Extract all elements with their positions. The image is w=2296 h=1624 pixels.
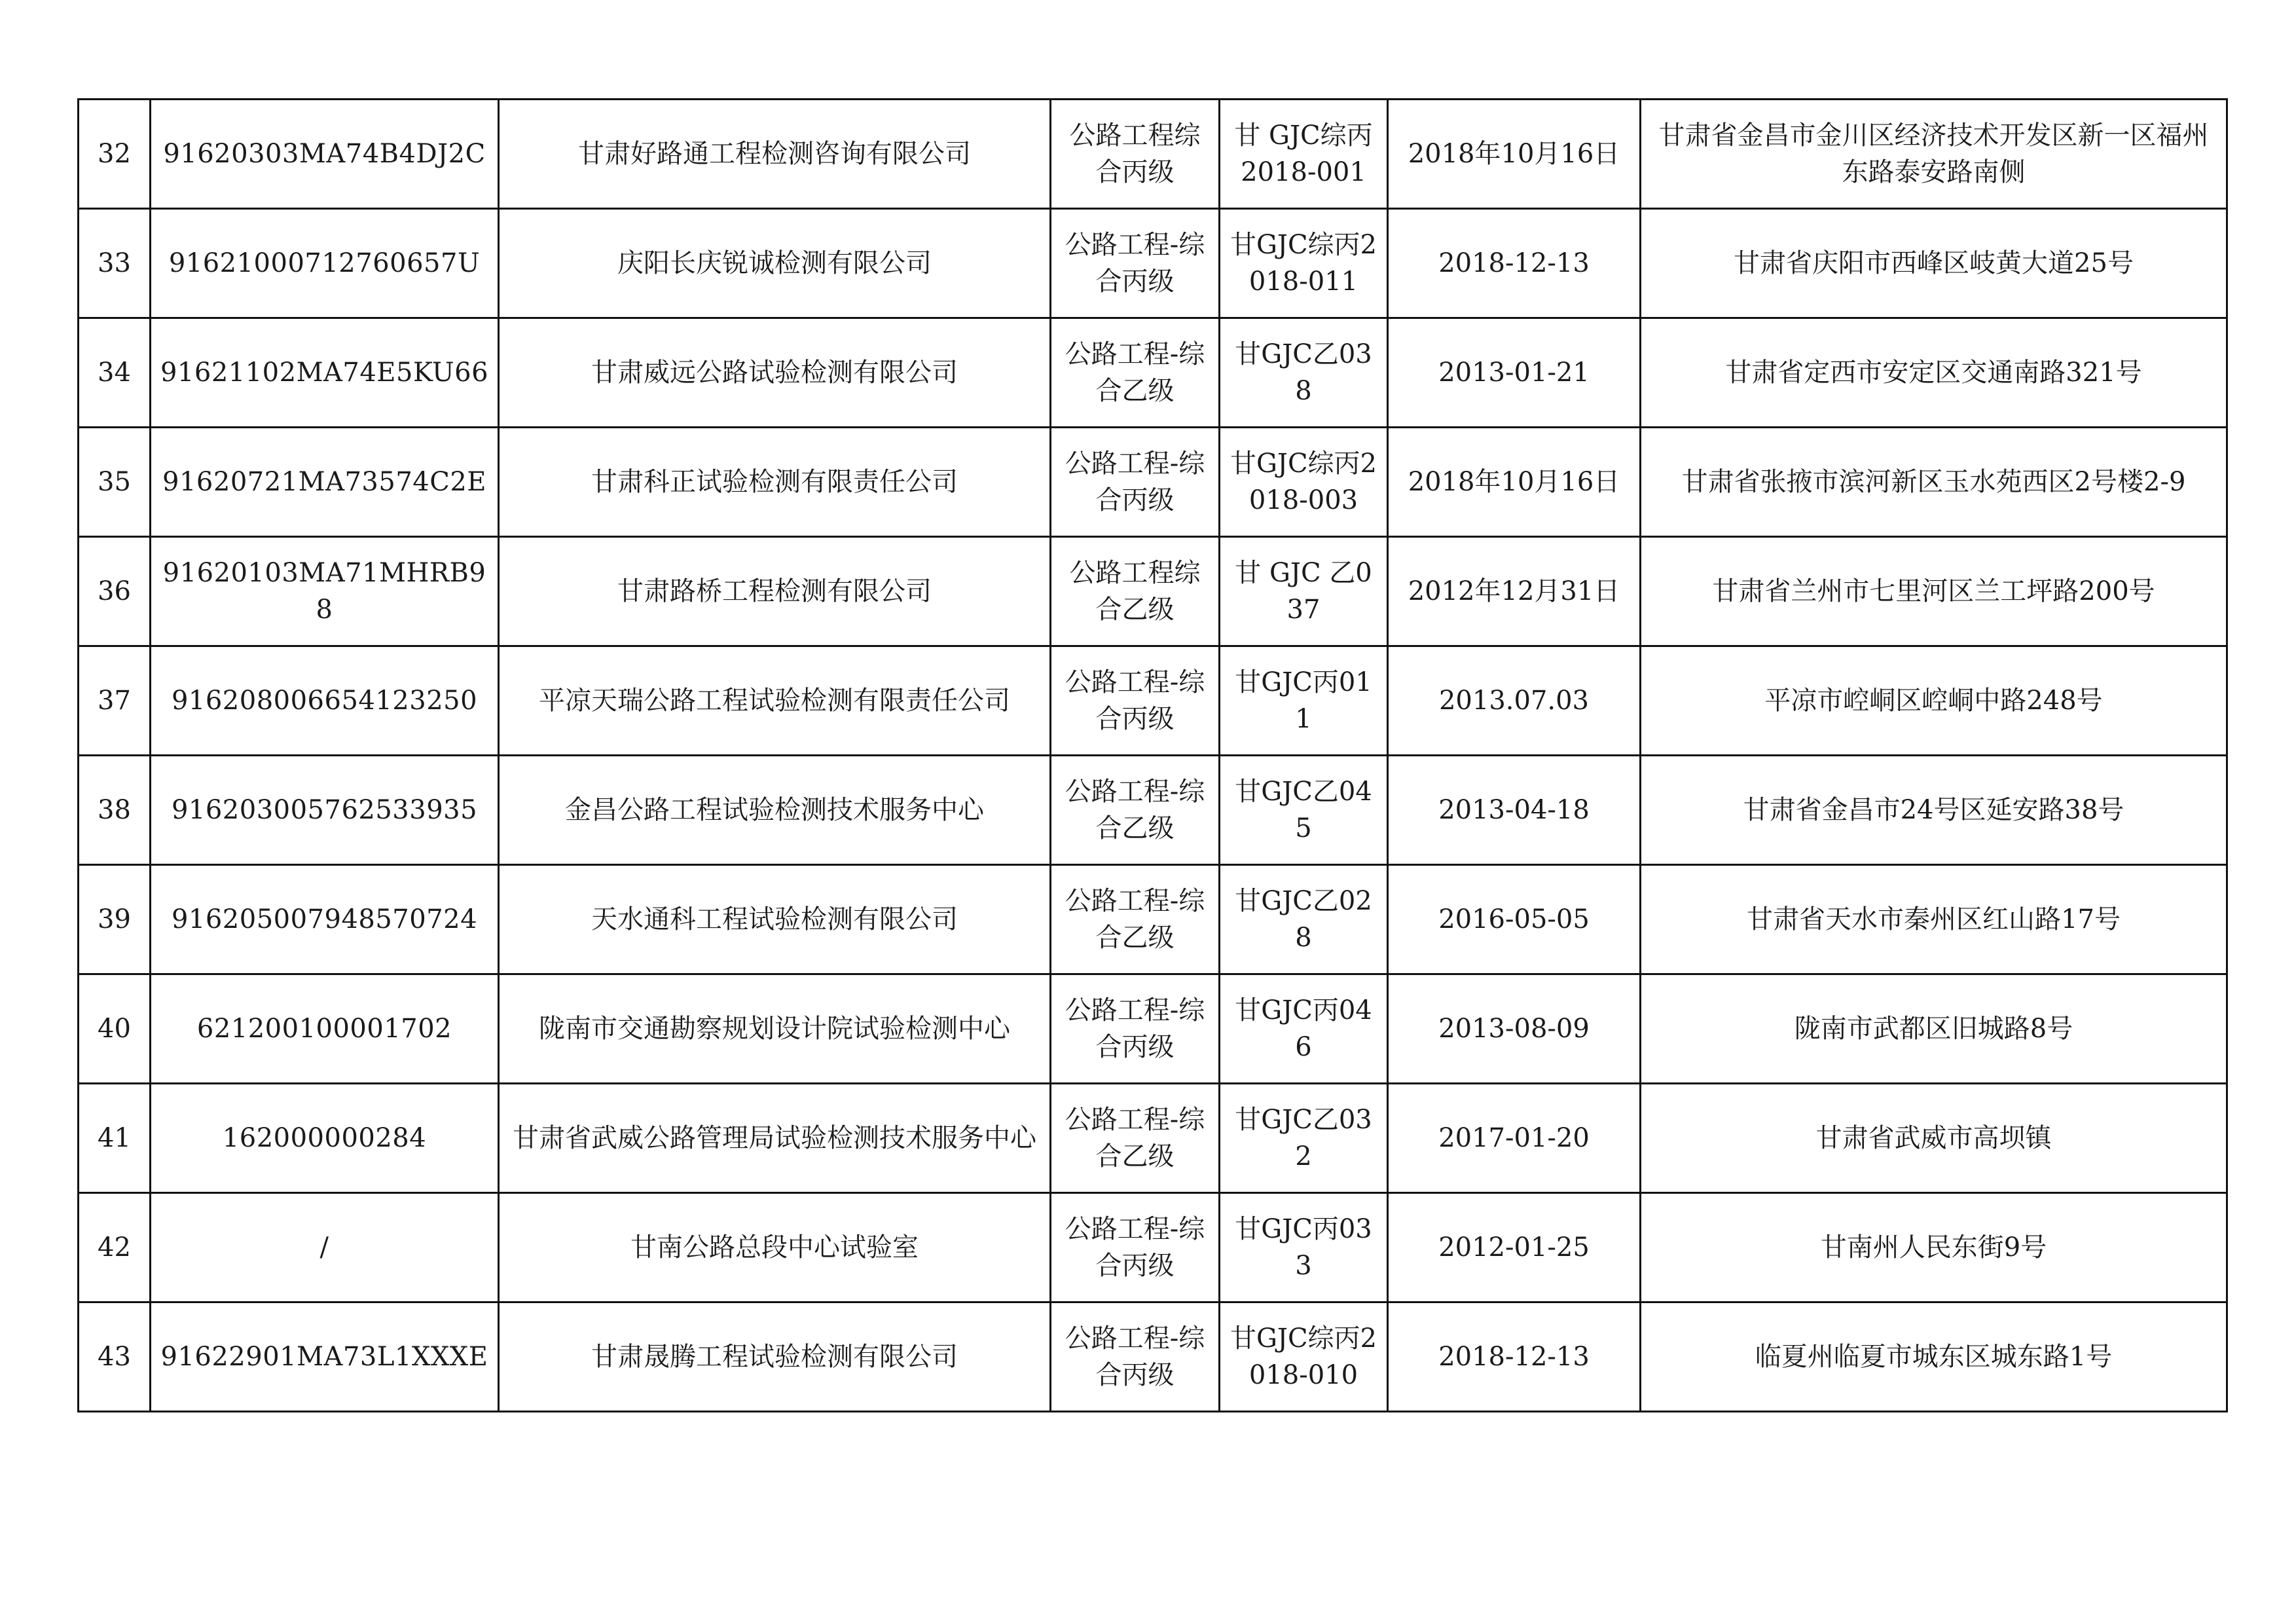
company-address-cell: 甘肃省金昌市24号区延安路38号 [1641,756,2227,865]
company-name-cell: 天水通科工程试验检测有限公司 [499,865,1051,974]
company-name-cell: 陇南市交通勘察规划设计院试验检测中心 [499,974,1051,1084]
row-number-cell: 36 [79,537,151,646]
certificate-number-cell: 甘GJC丙046 [1220,974,1388,1084]
issue-date-cell: 2013-04-18 [1388,756,1641,865]
company-address-cell: 平凉市崆峒区崆峒中路248号 [1641,646,2227,756]
issue-date-cell: 2013-01-21 [1388,318,1641,428]
credit-code-cell: 91621000712760657U [151,209,499,318]
credit-code-cell: 916205007948570724 [151,865,499,974]
issue-date-cell: 2018-12-13 [1388,209,1641,318]
table-row [79,100,2227,209]
table-row [79,428,2227,537]
registry-table [77,98,2228,1412]
company-address-cell: 甘肃省庆阳市西峰区岐黄大道25号 [1641,209,2227,318]
company-address-cell: 甘肃省定西市安定区交通南路321号 [1641,318,2227,428]
credit-code-cell: 162000000284 [151,1084,499,1193]
credit-code-cell: / [151,1193,499,1302]
credit-code-cell: 91620721MA73574C2E [151,428,499,537]
company-name-cell: 甘肃晟腾工程试验检测有限公司 [499,1302,1051,1412]
table-row [79,537,2227,646]
row-number-cell: 35 [79,428,151,537]
company-address-cell: 甘肃省天水市秦州区红山路17号 [1641,865,2227,974]
credit-code-cell: 91620303MA74B4DJ2C [151,100,499,209]
credit-code-cell: 91620103MA71MHRB98 [151,537,499,646]
qualification-level-cell: 公路工程-综合乙级 [1051,756,1220,865]
qualification-level-cell: 公路工程综合乙级 [1051,537,1220,646]
issue-date-cell: 2013-08-09 [1388,974,1641,1084]
certificate-number-cell: 甘GJC综丙2018-003 [1220,428,1388,537]
qualification-level-cell: 公路工程-综合乙级 [1051,1084,1220,1193]
credit-code-cell: 91621102MA74E5KU66 [151,318,499,428]
row-number-cell: 42 [79,1193,151,1302]
issue-date-cell: 2017-01-20 [1388,1084,1641,1193]
qualification-level-cell: 公路工程-综合丙级 [1051,1193,1220,1302]
company-name-cell: 甘肃科正试验检测有限责任公司 [499,428,1051,537]
table-row [79,865,2227,974]
table-row [79,756,2227,865]
issue-date-cell: 2018年10月16日 [1388,428,1641,537]
row-number-cell: 33 [79,209,151,318]
row-number-cell: 40 [79,974,151,1084]
company-address-cell: 陇南市武都区旧城路8号 [1641,974,2227,1084]
table-row [79,1193,2227,1302]
company-address-cell: 甘肃省金昌市金川区经济技术开发区新一区福州东路泰安路南侧 [1641,100,2227,209]
certificate-number-cell: 甘GJC乙038 [1220,318,1388,428]
qualification-level-cell: 公路工程-综合丙级 [1051,646,1220,756]
company-address-cell: 甘肃省武威市高坝镇 [1641,1084,2227,1193]
certificate-number-cell: 甘 GJC 乙037 [1220,537,1388,646]
company-address-cell: 甘肃省兰州市七里河区兰工坪路200号 [1641,537,2227,646]
company-name-cell: 庆阳长庆锐诚检测有限公司 [499,209,1051,318]
company-name-cell: 金昌公路工程试验检测技术服务中心 [499,756,1051,865]
company-name-cell: 甘肃省武威公路管理局试验检测技术服务中心 [499,1084,1051,1193]
certificate-number-cell: 甘GJC乙045 [1220,756,1388,865]
credit-code-cell: 91622901MA73L1XXXE [151,1302,499,1412]
row-number-cell: 39 [79,865,151,974]
issue-date-cell: 2012年12月31日 [1388,537,1641,646]
row-number-cell: 38 [79,756,151,865]
row-number-cell: 43 [79,1302,151,1412]
company-name-cell: 甘肃威远公路试验检测有限公司 [499,318,1051,428]
issue-date-cell: 2018-12-13 [1388,1302,1641,1412]
certificate-number-cell: 甘GJC综丙2018-010 [1220,1302,1388,1412]
table-row [79,974,2227,1084]
company-address-cell: 甘南州人民东街9号 [1641,1193,2227,1302]
company-name-cell: 甘南公路总段中心试验室 [499,1193,1051,1302]
company-address-cell: 甘肃省张掖市滨河新区玉水苑西区2号楼2-9 [1641,428,2227,537]
table-row [79,318,2227,428]
table-body [79,100,2227,1412]
table-row [79,1302,2227,1412]
issue-date-cell: 2012-01-25 [1388,1193,1641,1302]
qualification-level-cell: 公路工程-综合丙级 [1051,428,1220,537]
issue-date-cell: 2018年10月16日 [1388,100,1641,209]
credit-code-cell: 916208006654123250 [151,646,499,756]
issue-date-cell: 2016-05-05 [1388,865,1641,974]
row-number-cell: 34 [79,318,151,428]
credit-code-cell: 621200100001702 [151,974,499,1084]
qualification-level-cell: 公路工程-综合丙级 [1051,209,1220,318]
company-name-cell: 甘肃路桥工程检测有限公司 [499,537,1051,646]
table-row [79,646,2227,756]
qualification-level-cell: 公路工程-综合乙级 [1051,318,1220,428]
certificate-number-cell: 甘GJC综丙2018-011 [1220,209,1388,318]
table-row [79,1084,2227,1193]
certificate-number-cell: 甘GJC乙028 [1220,865,1388,974]
credit-code-cell: 916203005762533935 [151,756,499,865]
qualification-level-cell: 公路工程-综合乙级 [1051,865,1220,974]
certificate-number-cell: 甘GJC丙011 [1220,646,1388,756]
company-name-cell: 甘肃好路通工程检测咨询有限公司 [499,100,1051,209]
qualification-level-cell: 公路工程-综合丙级 [1051,974,1220,1084]
certificate-number-cell: 甘GJC丙033 [1220,1193,1388,1302]
qualification-level-cell: 公路工程-综合丙级 [1051,1302,1220,1412]
row-number-cell: 32 [79,100,151,209]
issue-date-cell: 2013.07.03 [1388,646,1641,756]
certificate-number-cell: 甘GJC乙032 [1220,1084,1388,1193]
row-number-cell: 41 [79,1084,151,1193]
table-row [79,209,2227,318]
company-name-cell: 平凉天瑞公路工程试验检测有限责任公司 [499,646,1051,756]
company-address-cell: 临夏州临夏市城东区城东路1号 [1641,1302,2227,1412]
qualification-level-cell: 公路工程综合丙级 [1051,100,1220,209]
certificate-number-cell: 甘 GJC综丙2018-001 [1220,100,1388,209]
row-number-cell: 37 [79,646,151,756]
